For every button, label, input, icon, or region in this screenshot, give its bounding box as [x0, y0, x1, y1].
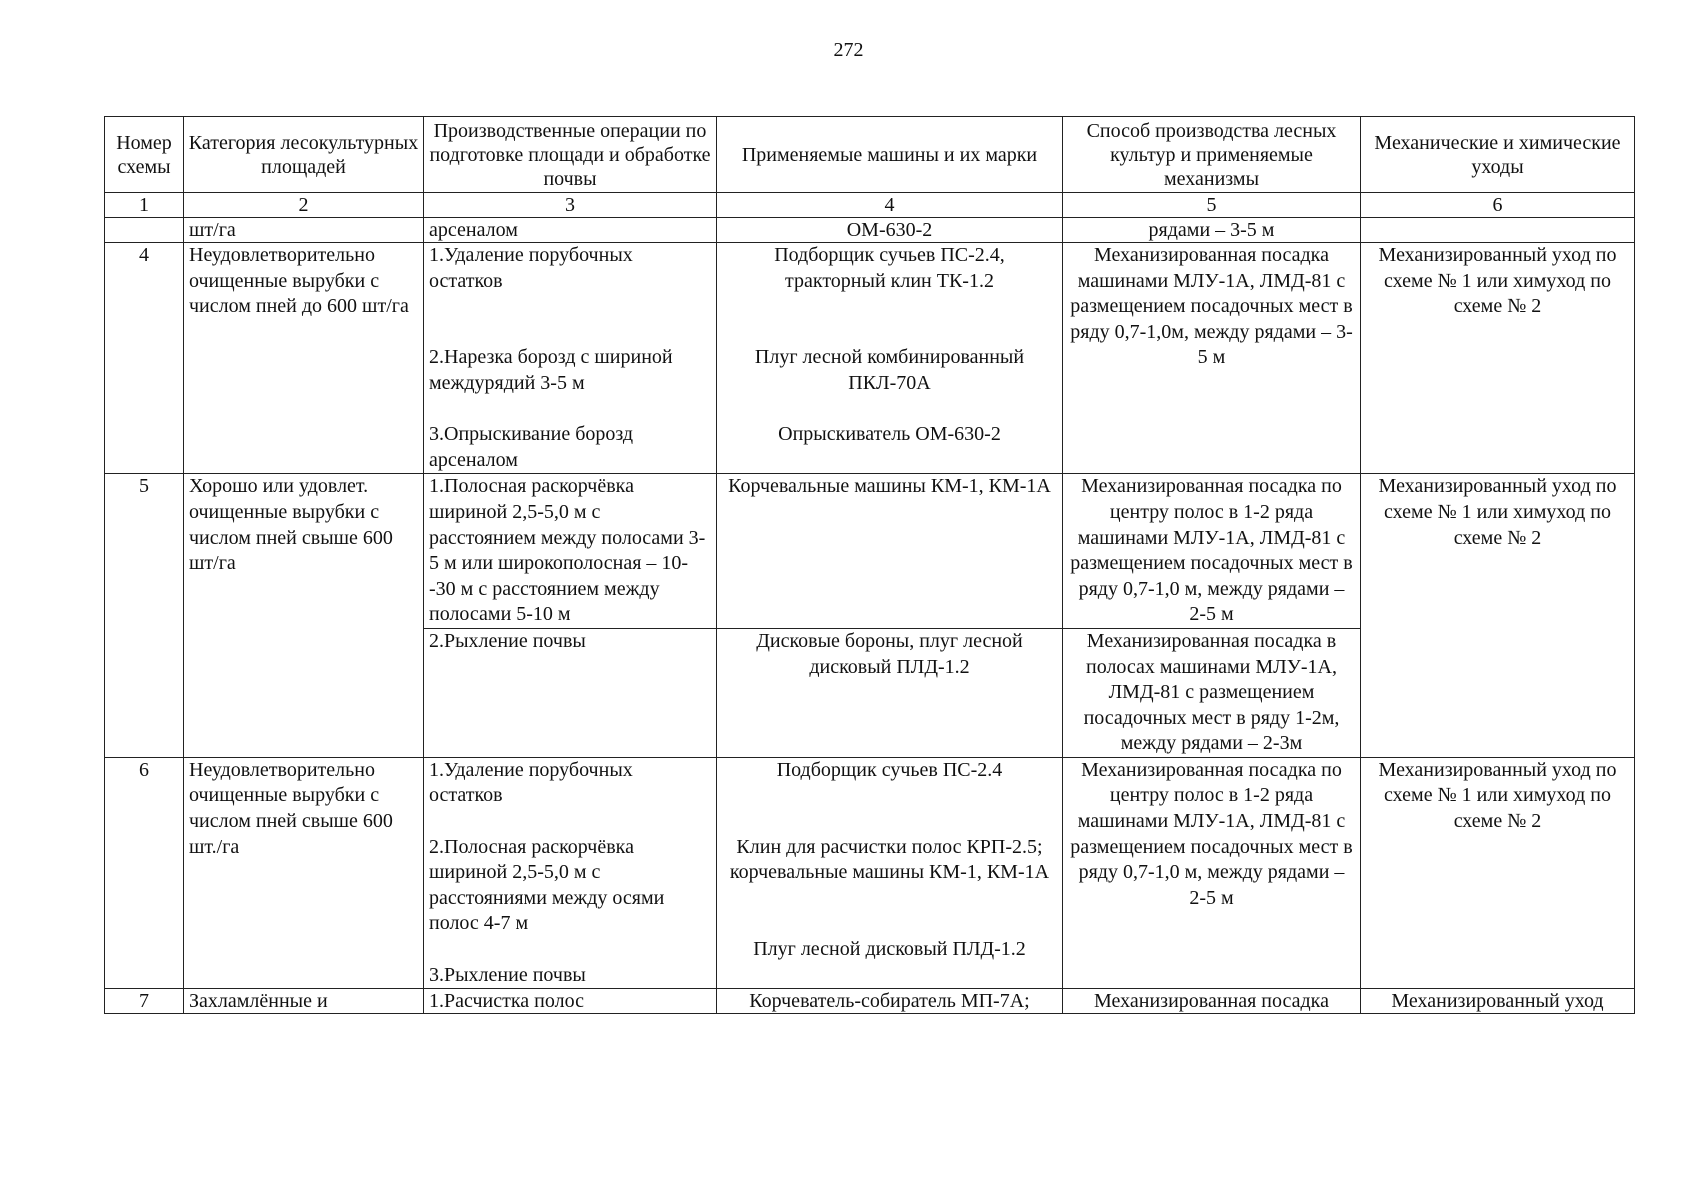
header-scheme-number: Номер схемы — [105, 117, 184, 193]
column-number-row — [105, 193, 1635, 218]
cell-scheme-number: 5 — [105, 474, 184, 758]
cell-empty — [1361, 218, 1635, 243]
machine-item: Плуг лесной комбинированный ПКЛ-70А — [754, 346, 1025, 394]
cell-scheme-number: 4 — [105, 243, 184, 474]
header-area-category: Категория лесокультурных площадей — [184, 117, 424, 193]
cell-method: Механизированная посадка — [1063, 989, 1361, 1014]
page-number: 272 — [833, 39, 864, 61]
cell-operation: 1.Полосная раскорчёвка шириной 2,5-5,0 м с расстоянием между полосами 3-5 м или широкополосная – 10--30 м с расстоянием между полосами 5-10 м — [424, 474, 717, 629]
spacer — [429, 809, 711, 835]
header-method: Способ производства лесных культур и применяемые механизмы — [1063, 117, 1361, 193]
cell-care: Механизированный уход — [1361, 989, 1635, 1014]
operation-item: 1.Удаление порубочных остатков — [429, 244, 633, 292]
header-row — [105, 117, 1635, 193]
column-number: 6 — [1361, 193, 1635, 218]
cell-operations — [424, 757, 717, 988]
cell-operation: арсеналом — [424, 218, 717, 243]
cell-method: Механизированная посадка в полосах машинами МЛУ-1А, ЛМД-81 с размещением посадочных мест в ряду 1-2м, между рядами – 2-3м — [1063, 628, 1361, 757]
cell-method: рядами – 3-5 м — [1063, 218, 1361, 243]
cell-empty — [105, 218, 184, 243]
cell-operation: 1.Расчистка полос — [424, 989, 717, 1014]
operation-item: 3.Рыхление почвы — [429, 963, 586, 986]
cell-operation: 2.Рыхление почвы — [424, 628, 717, 757]
cell-category: Хорошо или удовлет. очищенные вырубки с числом пней свыше 600 шт/га — [184, 474, 424, 758]
spacer — [722, 886, 1057, 937]
operation-item: 1.Удаление порубочных остатков — [429, 758, 633, 807]
spacer — [429, 294, 711, 345]
spacer — [429, 937, 711, 963]
column-number: 1 — [105, 193, 184, 218]
cell-method: Механизированная посадка по центру полос в 1-2 ряда машинами МЛУ-1А, ЛМД-81 с размещением посадочных мест в ряду 0,7-1,0 м, между рядами – 2-5 м — [1063, 474, 1361, 629]
cell-scheme-number: 7 — [105, 989, 184, 1014]
cell-machines — [717, 243, 1063, 474]
spacer — [722, 397, 1057, 423]
cell-machines — [717, 757, 1063, 988]
table-row — [105, 757, 1635, 988]
column-number: 3 — [424, 193, 717, 218]
cell-category: Неудовлетворительно очищенные вырубки с числом пней свыше 600 шт./га — [184, 757, 424, 988]
machine-item: Подборщик сучьев ПС-2.4 — [776, 758, 1003, 781]
cell-category: шт/га — [184, 218, 424, 243]
cell-method: Механизированная посадка машинами МЛУ-1А, ЛМД-81 с размещением посадочных мест в ряду 0,7-1,0м, между рядами – 3-5 м — [1063, 243, 1361, 474]
header-care: Механические и химические уходы — [1361, 117, 1635, 193]
machine-item: Опрыскиватель ОМ-630-2 — [778, 423, 1001, 446]
machine-item: Клин для расчистки полос КРП-2.5; корчевальные машины КМ-1, КМ-1А — [729, 835, 1050, 884]
cell-category: Неудовлетворительно очищенные вырубки с числом пней до 600 шт/га — [184, 243, 424, 474]
spacer — [722, 783, 1057, 834]
cell-care: Механизированный уход по схеме № 1 или химуход по схеме № 2 — [1361, 474, 1635, 758]
column-number: 4 — [717, 193, 1063, 218]
operation-item: 2.Полосная раскорчёвка шириной 2,5-5,0 м с расстояниями между осями полос 4-7 м — [429, 835, 665, 935]
operation-item: 3.Опрыскивание борозд арсеналом — [429, 423, 634, 471]
table-row — [105, 989, 1635, 1014]
forestry-schemes-table — [104, 116, 1635, 1014]
cell-method: Механизированная посадка по центру полос в 1-2 ряда машинами МЛУ-1А, ЛМД-81 с размещением посадочных мест в ряду 0,7-1,0 м, между рядами – 2-5 м — [1063, 757, 1361, 988]
operation-item: 2.Нарезка борозд с шириной междурядий 3-5 м — [429, 346, 673, 394]
spacer — [429, 397, 711, 423]
cell-machine: Корчевальные машины КМ-1, КМ-1А — [717, 474, 1063, 629]
spacer — [722, 294, 1057, 345]
machine-item: Подборщик сучьев ПС-2.4, тракторный клин ТК-1.2 — [774, 244, 1005, 292]
header-operations: Производственные операции по подготовке площади и обработке почвы — [424, 117, 717, 193]
cell-care: Механизированный уход по схеме № 1 или химуход по схеме № 2 — [1361, 243, 1635, 474]
machine-item: Плуг лесной дисковый ПЛД-1.2 — [753, 938, 1026, 961]
column-number: 2 — [184, 193, 424, 218]
table-row — [105, 474, 1635, 629]
cell-machine: ОМ-630-2 — [717, 218, 1063, 243]
continuation-row — [105, 218, 1635, 243]
header-machines: Применяемые машины и их марки — [717, 117, 1063, 193]
cell-machine: Корчеватель-собиратель МП-7А; — [717, 989, 1063, 1014]
cell-machine: Дисковые бороны, плуг лесной дисковый ПЛД-1.2 — [717, 628, 1063, 757]
cell-operations — [424, 243, 717, 474]
table-row — [105, 243, 1635, 474]
cell-scheme-number: 6 — [105, 757, 184, 988]
column-number: 5 — [1063, 193, 1361, 218]
cell-category: Захламлённые и — [184, 989, 424, 1014]
cell-care: Механизированный уход по схеме № 1 или химуход по схеме № 2 — [1361, 757, 1635, 988]
